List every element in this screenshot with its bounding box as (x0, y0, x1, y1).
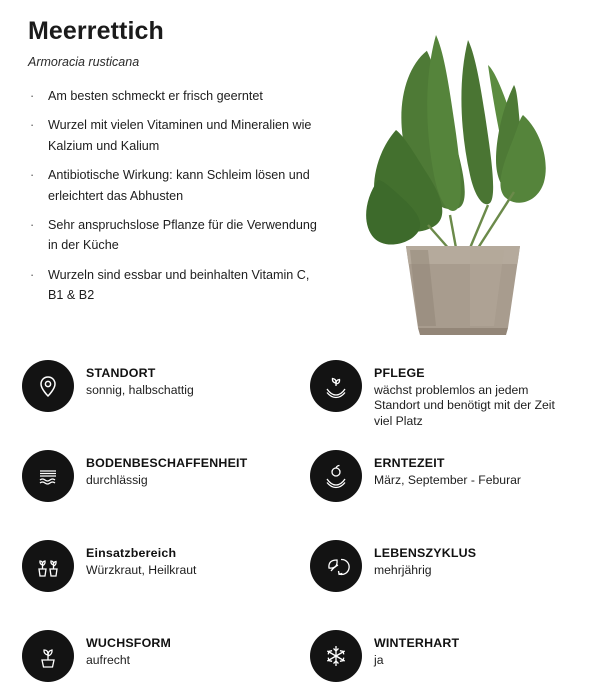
herb-pots-icon (22, 540, 74, 592)
hand-sprout-icon (310, 360, 362, 412)
bullet-marker-icon: · (30, 118, 35, 133)
info-item-wuchsform (22, 630, 171, 682)
list-item (28, 265, 318, 306)
hand-harvest-icon (310, 450, 362, 502)
page-title: Meerrettich (28, 17, 164, 45)
list-item (28, 115, 318, 156)
info-label: ERNTEZEIT (374, 456, 445, 470)
info-label: Einsatzbereich (86, 546, 177, 560)
list-item (28, 165, 318, 206)
info-value: wächst problemlos an jedem Standort und benötigt mit der Zeit viel Platz (374, 382, 555, 429)
info-item-erntezeit (310, 450, 521, 502)
list-item (28, 86, 318, 106)
info-item-bodenbeschaffenheit (22, 450, 247, 502)
info-value: März, September - Feburar (374, 472, 521, 487)
bullet-marker-icon: · (30, 217, 35, 232)
list-item-text: Antibiotische Wirkung: kann Schleim lösen und erleichtert das Abhusten (48, 168, 310, 203)
info-label: WUCHSFORM (86, 636, 172, 650)
snowflake-icon (310, 630, 362, 682)
info-item-lebenszyklus (310, 540, 476, 592)
list-item (28, 215, 318, 256)
info-item-einsatzbereich (22, 540, 196, 592)
info-item-pflege (310, 360, 574, 430)
location-pin-icon (22, 360, 74, 412)
scientific-name: Armoracia rusticana (28, 54, 140, 69)
list-item-text: Wurzeln sind essbar und beinhalten Vitamin C, B1 & B2 (48, 267, 310, 303)
leaf-cycle-icon (310, 540, 362, 592)
info-value: ja (374, 652, 384, 667)
potted-plant-icon (22, 630, 74, 682)
info-label: BODENBESCHAFFENHEIT (86, 456, 248, 470)
list-item-text: Wurzel mit vielen Vitaminen und Mineralien wie Kalzium und Kalium (48, 118, 312, 153)
info-item-winterhart (310, 630, 459, 682)
list-item-text: Am besten schmeckt er frisch geerntet (48, 89, 263, 103)
feature-list (28, 86, 318, 315)
info-value: aufrecht (86, 652, 131, 667)
soil-layers-icon (22, 450, 74, 502)
bullet-marker-icon: · (30, 89, 35, 103)
list-item-text: Sehr anspruchslose Pflanze für die Verwendung in der Küche (48, 217, 317, 253)
info-label: LEBENSZYKLUS (374, 546, 477, 560)
info-value: mehrjährig (374, 562, 432, 577)
header (28, 18, 328, 70)
info-value: sonnig, halbschattig (86, 382, 194, 397)
info-item-standort (22, 360, 194, 412)
info-label: PFLEGE (374, 366, 425, 380)
info-value: Würzkraut, Heilkraut (86, 562, 197, 577)
info-label: STANDORT (86, 366, 156, 380)
info-label: WINTERHART (374, 636, 460, 650)
plant-image (318, 10, 588, 340)
bullet-marker-icon: · (30, 267, 35, 282)
info-value: durchlässig (86, 472, 148, 487)
bullet-marker-icon: · (30, 168, 35, 183)
